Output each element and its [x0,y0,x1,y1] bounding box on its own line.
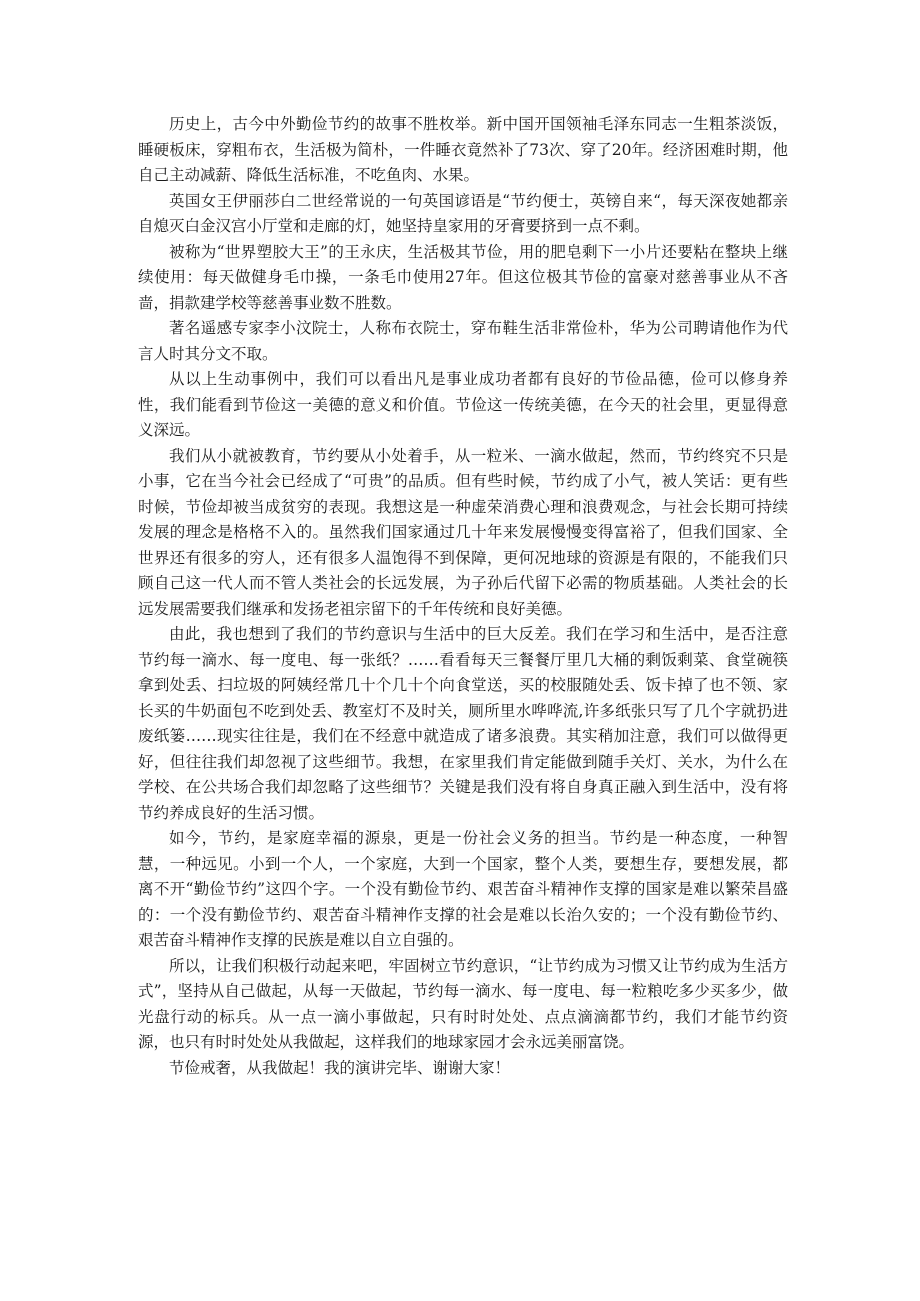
paragraph-mao-zedong: 历史上，古今中外勤俭节约的故事不胜枚举。新中国开国领袖毛泽东同志一生粗茶淡饭，睡硬板床，穿粗布衣，生活极为简朴，一件睡衣竟然补了73次、穿了20年。经济困难时期，他自己主动减薪、降低生活标准，不吃鱼肉、水果。 [138,115,788,184]
paragraph-queen-elizabeth: 英国女王伊丽莎白二世经常说的一句英国谚语是“节约便士，英镑自来“，每天深夜她都亲自熄灭白金汉宫小厅堂和走廊的灯，她坚持皇家用的牙膏要挤到一点不剩。 [138,191,788,235]
paragraph-examples-summary: 从以上生动事例中，我们可以看出凡是事业成功者都有良好的节俭品德，俭可以修身养性，我们能看到节俭这一美德的意义和价值。节俭这一传统美德，在今天的社会里，更显得意义深远。 [138,370,788,439]
paragraph-wang-yongqing: 被称为“世界塑胶大王”的王永庆，生活极其节俭，用的肥皂剩下一小片还要粘在整块上继续使用：每天做健身毛巾操，一条毛巾使用27年。但这位极其节俭的富豪对慈善事业从不吝啬，捐款建学校等慈善事业数不胜数。 [138,242,788,312]
paragraph-today: 如今，节约，是家庭幸福的源泉，更是一份社会义务的担当。节约是一种态度，一种智慧，一种远见。小到一个人，一个家庭，大到一个国家，整个人类，要想生存，要想发展，都离不开“勤俭节约”这四个字。一个没有勤俭节约、艰苦奋斗精神作支撑的国家是难以繁荣昌盛的：一个没有勤俭节约、艰苦奋斗精神作支撑的社会是难以长治久安的；一个没有勤俭节约、艰苦奋斗精神作支撑的民族是难以自立自强的。 [138,829,788,949]
paragraph-call-to-action: 所以，让我们积极行动起来吧，牢固树立节约意识，“让节约成为习惯又让节约成为生活方式”，坚持从自己做起，从每一天做起，节约每一滴水、每一度电、每一粒粮吃多少买多少，做光盘行动的标兵。从一点一滴小事做起，只有时时处处、点点滴滴都节约，我们才能节约资源，也只有时时处处从我做起，这样我们的地球家园才会永远美丽富饶。 [138,956,788,1051]
paragraph-li-xiaowen: 著名遥感专家李小汶院士，人称布衣院士，穿布鞋生活非常俭朴，华为公司聘请他作为代言人时其分文不取。 [138,319,788,363]
document-body [138,112,788,1081]
paragraph-closing: 节俭戒奢，从我做起！我的演讲完毕、谢谢大家！ [169,1058,511,1077]
paragraph-education: 我们从小就被教育，节约要从小处着手，从一粒米、一滴水做起，然而，节约终究不只是小事，它在当今社会已经成了“可贵”的品质。但有些时候，节约成了小气，被人笑话：更有些时候，节俭却被当成贫穷的表现。我想这是一种虚荣消费心理和浪费观念，与社会长期可持续发展的理念是格格不入的。虽然我们国家通过几十年来发展慢慢变得富裕了，但我们国家、全世界还有很多的穷人，还有很多人温饱得不到保障，更何况地球的资源是有限的，不能我们只顾自己这一代人而不管人类社会的长远发展，为子孙后代留下必需的物质基础。人类社会的长远发展需要我们继承和发扬老祖宗留下的千年传统和良好美德。 [138,446,788,618]
paragraph-contrast: 由此，我也想到了我们的节约意识与生活中的巨大反差。我们在学习和生活中，是否注意节约每一滴水、每一度电、每一张纸？……看看每天三餐餐厅里几大桶的剩饭剩菜、食堂碗筷拿到处丢、扫垃圾的阿姨经常几十个几十个向食堂送，买的校服随处丢、饭卡掉了也不领、家长买的牛奶面包不吃到处丢、教室灯不及时关，厕所里水哗哗流,许多纸张只写了几个字就扔进废纸篓……现实往往是，我们在不经意中就造成了诸多浪费。其实稍加注意，我们可以做得更好，但往往我们却忽视了这些细节。我想，在家里我们肯定能做到随手关灯、关水，为什么在学校、在公共场合我们却忽略了这些细节？关键是我们没有将自身真正融入到生活中，没有将节约养成良好的生活习惯。 [138,625,788,822]
